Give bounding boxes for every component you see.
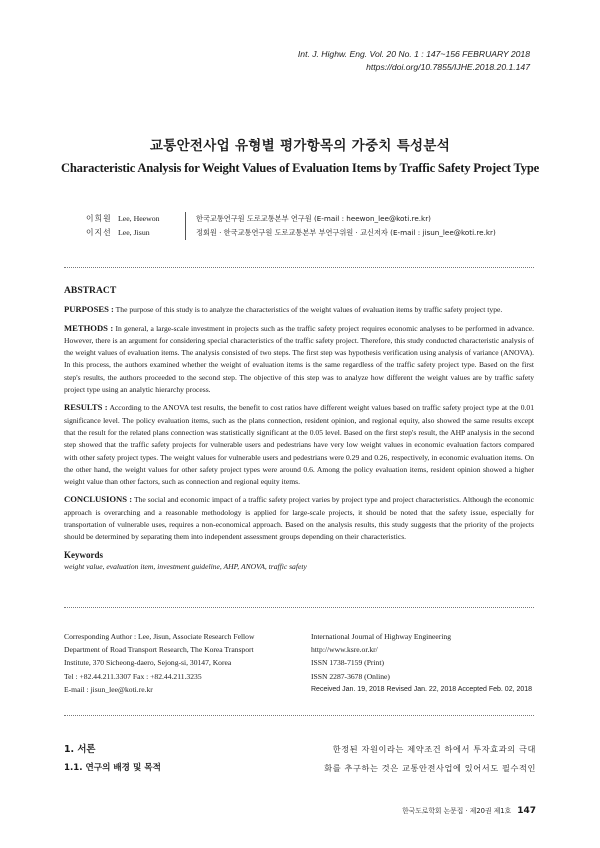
page-number: 147 [517,806,536,816]
abstract-heading: ABSTRACT [64,285,117,296]
corresponding-line: Tel : +82.44.211.3307 Fax : +82.44.211.3235 [64,671,202,681]
abstract-results [64,401,534,488]
divider-bottom [64,715,534,716]
author-divider [185,212,186,240]
journal-info [311,630,536,696]
footer-journal: 한국도로학회 논문집 · 제20권 제1호 [402,807,512,815]
author-name-korean: 이희원 [86,214,112,223]
journal-citation-line: Int. J. Highw. Eng. Vol. 20 No. 1 : 147~156 FEBRUARY 2018 [297,49,530,59]
body-line: 한정된 자원이라는 제약조건 하에서 투자효과의 극대 [332,744,536,754]
keywords-text: weight value, evaluation item, investment guideline, AHP, ANOVA, traffic safety [64,561,307,571]
keywords-heading: Keywords [64,549,103,560]
abstract-conclusions [64,493,534,543]
body-text [311,740,536,778]
methods-text: In general, a large-scale investment in projects such as the traffic safety project requires economic analyses to be performed in advance. However, there is an argument for considering special characteristics of the traffic safety project. Therefore, this study conducted characteristic analysis of the weight values of evaluation items. The analysis consisted of two steps. The first step was hypothesis verification using analysis of variance (ANOVA). In this process, the authors examined whether the weight of evaluation items is the same regardless of the traffic safety project type. Based on the first step's results, the authors proceeded to the second step. The objective of this step was to analyze how different the weight values are by traffic safety project type using an analytic hierarchy process. [64,323,534,395]
body-line: 화를 추구하는 것은 교통안전사업에 있어서도 필수적인 [324,763,536,773]
corresponding-line: Department of Road Transport Research, The Korea Transport [64,645,254,655]
journal-citation [298,48,530,74]
issn-print: ISSN 1738-7159 (Print) [311,658,384,668]
results-text: According to the ANOVA test results, the benefit to cost ratios have different weight values based on traffic safety project type at the 0.01 significance level. The policy evaluation items, such as the plans connection, resident opinion, and regional equity, also showed the same results except that the result for the related plans connection was statistically significant at the 0.05 level. Based on the first step's result, the AHP analysis in the second step showed that the traffic safety projects for vulnerable users and pedestrians have very low weight values in economic evaluation factors compared with other safety project types. The weight values for vulnerable users and pedestrians were 0.29 and 0.26, respectively, in economic evaluation items. On the other hand, the weight values for other safety project types were around 0.6. Among the policy evaluation items, resident opinion showed a higher weight value than other factors, such as connection and regional equity items. [64,403,534,487]
author-name-korean: 이지선 [86,228,112,237]
author-row [86,226,496,240]
corresponding-line: Corresponding Author : Lee, Jisun, Associate Research Fellow [64,632,255,641]
issn-online: ISSN 2287-3678 (Online) [311,671,390,681]
corresponding-email: E-mail : jisun_lee@koti.re.kr [64,684,153,694]
introduction-headings [64,740,161,778]
corresponding-author-info [64,630,289,696]
author-list [86,212,496,240]
results-label: RESULTS : [64,402,108,413]
methods-label: METHODS : [64,322,114,333]
author-affiliation: 한국교통연구원 도로교통본부 연구원 (E-mail : heewon_lee@koti.re.kr) [196,214,431,223]
conclusions-text: The social and economic impact of a traffic safety project varies by project type and project characteristics. Although the economic approach is overarching and a reasonable methodology is applied for large-scale projects, it should be noted that the safety issue, especially for transportation of vulnerable uses, requires a non-economical approach. Based on the analysis results, this study suggests that the priority of the projects should be determined by separating them into independent assessment groups depending on their characteristics. [64,495,535,542]
abstract-section [64,285,534,573]
page-footer [402,805,536,816]
journal-name: International Journal of Highway Engineering [311,632,452,641]
divider-middle [64,607,534,608]
journal-url[interactable]: http://www.ksre.or.kr/ [311,645,378,655]
submission-dates: Received Jan. 19, 2018 Revised Jan. 22, 2018 Accepted Feb. 02, 2018 [311,685,533,693]
purposes-label: PURPOSES : [64,304,114,315]
title-korean: 교통안전사업 유형별 평가항목의 가중치 특성분석 [149,138,451,154]
section-heading: 1. 서론 [64,744,96,755]
purposes-text: The purpose of this study is to analyze the characteristics of the weight values of evaluation items by traffic safety project type. [115,305,503,315]
abstract-purposes [64,303,534,316]
author-name-english: Lee, Jisun [118,228,150,237]
conclusions-label: CONCLUSIONS : [64,494,133,505]
doi-link[interactable]: https://doi.org/10.7855/IJHE.2018.20.1.147 [366,62,530,72]
divider-top [64,267,534,268]
title-english: Characteristic Analysis for Weight Values of Evaluation Items by Traffic Safety Project Type [60,161,540,175]
author-affiliation: 정회원 · 한국교통연구원 도로교통본부 부연구위원 · 교신저자 (E-mail : jisun_lee@koti.re.kr) [196,228,496,237]
corresponding-line: Institute, 370 Sicheong-daero, Sejong-si, 30147, Korea [64,658,232,668]
subsection-heading: 1.1. 연구의 배경 및 목적 [64,763,161,773]
author-name-english: Lee, Heewon [118,214,160,223]
abstract-methods [64,322,534,397]
author-row [86,212,496,226]
